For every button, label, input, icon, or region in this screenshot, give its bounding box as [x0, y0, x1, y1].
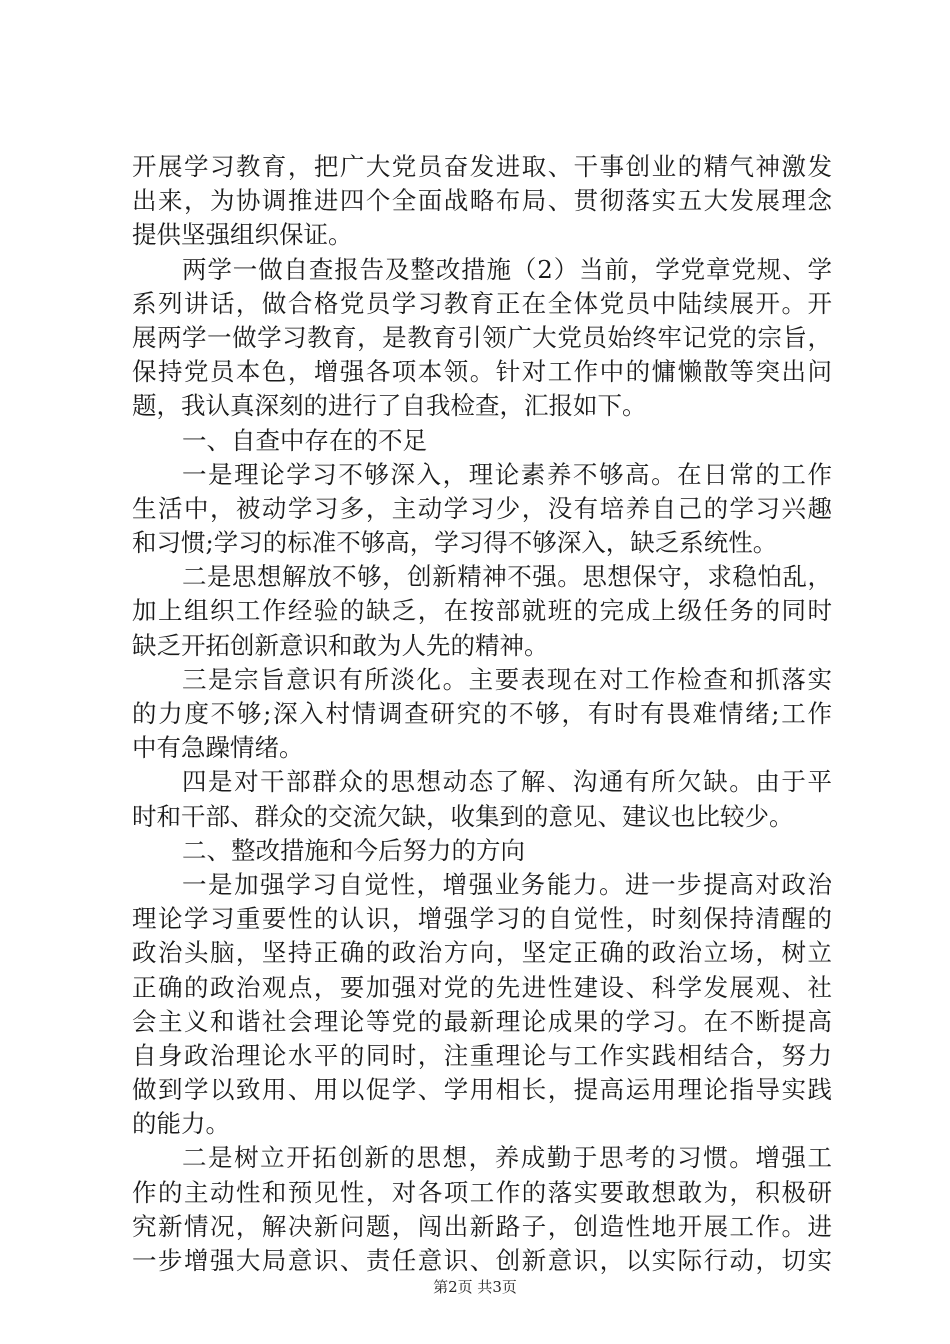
text-line: 二是树立开拓创新的思想，养成勤于思考的习惯。增强工	[182, 1143, 832, 1173]
text-line: 缺乏开拓创新意识和敢为人先的精神。	[132, 630, 549, 660]
text-line: 三是宗旨意识有所淡化。主要表现在对工作检查和抓落实	[182, 664, 832, 694]
text-line: 一步增强大局意识、责任意识、创新意识，以实际行动，切实	[132, 1246, 832, 1275]
text-line: 的力度不够;深入村情调查研究的不够，有时有畏难情绪;工作	[132, 699, 832, 728]
text-line: 中有急躁情绪。	[132, 733, 304, 763]
text-line: 开展学习教育，把广大党员奋发进取、干事创业的精气神激发	[132, 152, 832, 181]
text-line: 二是思想解放不够，创新精神不强。思想保守，求稳怕乱，	[182, 562, 832, 592]
text-line: 系列讲话，做合格党员学习教育正在全体党员中陆续展开。开	[132, 288, 832, 318]
text-line: 出来，为协调推进四个全面战略布局、贯彻落实五大发展理念	[132, 186, 832, 216]
text-line: 加上组织工作经验的缺乏，在按部就班的完成上级任务的同时	[132, 596, 832, 626]
text-line: 二、整改措施和今后努力的方向	[182, 835, 525, 865]
text-line: 题，我认真深刻的进行了自我检查，汇报如下。	[132, 391, 647, 421]
text-line: 会主义和谐社会理论等党的最新理论成果的学习。在不断提高	[132, 1006, 832, 1036]
text-line: 政治头脑，坚持正确的政治方向，坚定正确的政治立场，树立	[132, 938, 832, 968]
text-line: 的能力。	[132, 1109, 230, 1139]
text-line: 一是加强学习自觉性，增强业务能力。进一步提高对政治	[182, 869, 832, 899]
text-line: 时和干部、群众的交流欠缺，收集到的意见、建议也比较少。	[132, 801, 794, 831]
text-line: 做到学以致用、用以促学、学用相长，提高运用理论指导实践	[132, 1075, 832, 1105]
text-line: 提供坚强组织保证。	[132, 220, 353, 250]
text-line: 正确的政治观点，要加强对党的先进性建设、科学发展观、社	[132, 972, 832, 1002]
text-line: 两学一做自查报告及整改措施（2）当前，学党章党规、学	[182, 254, 832, 284]
text-line: 理论学习重要性的认识，增强学习的自觉性，时刻保持清醒的	[132, 904, 832, 934]
page-footer: 第2页 共3页	[433, 1278, 517, 1296]
text-line: 究新情况，解决新问题，闯出新路子，创造性地开展工作。进	[132, 1211, 832, 1241]
text-line: 一是理论学习不够深入，理论素养不够高。在日常的工作	[182, 459, 832, 489]
text-line: 一、自查中存在的不足	[182, 425, 427, 455]
text-line: 生活中，被动学习多，主动学习少，没有培养自己的学习兴趣	[132, 493, 832, 523]
text-line: 展两学一做学习教育，是教育引领广大党员始终牢记党的宗旨，	[132, 322, 832, 352]
text-line: 作的主动性和预见性，对各项工作的落实要敢想敢为，积极研	[132, 1177, 832, 1207]
text-line: 和习惯;学习的标准不够高，学习得不够深入，缺乏系统性。	[132, 528, 778, 558]
text-line: 四是对干部群众的思想动态了解、沟通有所欠缺。由于平	[182, 767, 832, 797]
document-body	[132, 150, 832, 1278]
text-line: 保持党员本色，增强各项本领。针对工作中的慵懒散等突出问	[132, 357, 832, 387]
text-line: 自身政治理论水平的同时，注重理论与工作实践相结合，努力	[132, 1040, 832, 1070]
